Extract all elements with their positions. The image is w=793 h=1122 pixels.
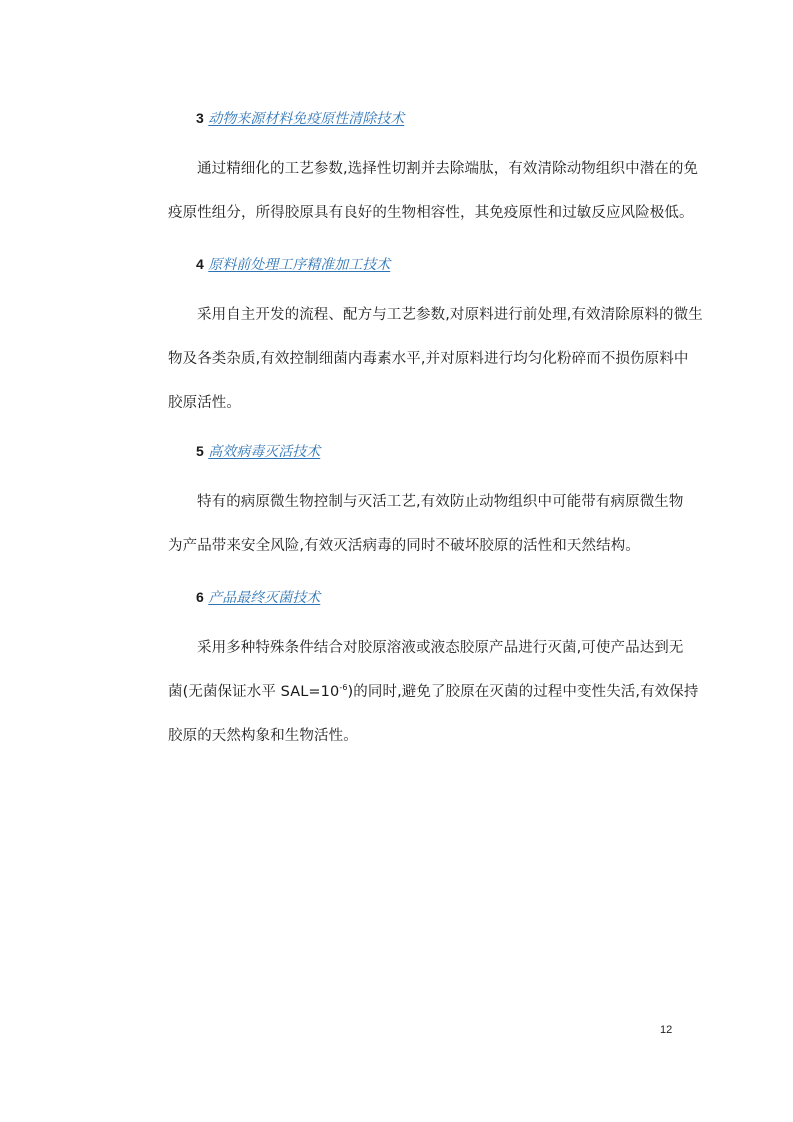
paragraph-line: 特有的病原微生物控制与灭活工艺,有效防止动物组织中可能带有病原微生物 — [197, 494, 684, 510]
section-paragraph-6 — [168, 626, 699, 758]
paragraph-line: 采用多种特殊条件结合对胶原溶液或液态胶原产品进行灭菌,可使产品达到无 — [197, 640, 684, 656]
paragraph-line: 疫原性组分，所得胶原具有良好的生物相容性，其免疫原性和过敏反应风险极低。 — [168, 205, 694, 221]
section-heading-3 — [196, 108, 404, 129]
section-number: 3 — [196, 110, 204, 126]
section-number: 5 — [196, 443, 204, 459]
exponent: -6 — [339, 683, 348, 692]
section-heading-4 — [196, 254, 390, 275]
section-number: 6 — [196, 589, 204, 605]
paragraph-line: 胶原的天然构象和生物活性。 — [168, 728, 358, 744]
section-paragraph-5 — [168, 480, 684, 568]
section-heading-6 — [196, 587, 320, 608]
paragraph-line: 胶原活性。 — [168, 395, 241, 411]
paragraph-line — [168, 670, 699, 714]
paragraph-line: 物及各类杂质,有效控制细菌内毒素水平,并对原料进行均匀化粉碎而不损伤原料中 — [168, 351, 689, 367]
paragraph-text: )的同时,避免了胶原在灭菌的过程中变性失活,有效保持 — [347, 684, 699, 700]
section-title-link[interactable]: 原料前处理工序精准加工技术 — [208, 257, 391, 273]
page-number: 12 — [660, 1024, 673, 1036]
paragraph-line: 通过精细化的工艺参数,选择性切割并去除端肽，有效清除动物组织中潜在的免 — [197, 161, 699, 177]
section-paragraph-4 — [168, 293, 703, 425]
paragraph-text: 菌(无菌保证水平 SAL=10 — [168, 684, 340, 700]
section-title-link[interactable]: 高效病毒灭活技术 — [208, 444, 321, 460]
section-heading-5 — [196, 441, 320, 462]
section-title-link[interactable]: 产品最终灭菌技术 — [208, 590, 321, 606]
paragraph-line: 为产品带来安全风险,有效灭活病毒的同时不破坏胶原的活性和天然结构。 — [168, 538, 640, 554]
section-paragraph-3 — [168, 147, 699, 235]
section-title-link[interactable]: 动物来源材料免疫原性清除技术 — [208, 111, 405, 127]
paragraph-line: 采用自主开发的流程、配方与工艺参数,对原料进行前处理,有效清除原料的微生 — [197, 307, 703, 323]
section-number: 4 — [196, 256, 204, 272]
